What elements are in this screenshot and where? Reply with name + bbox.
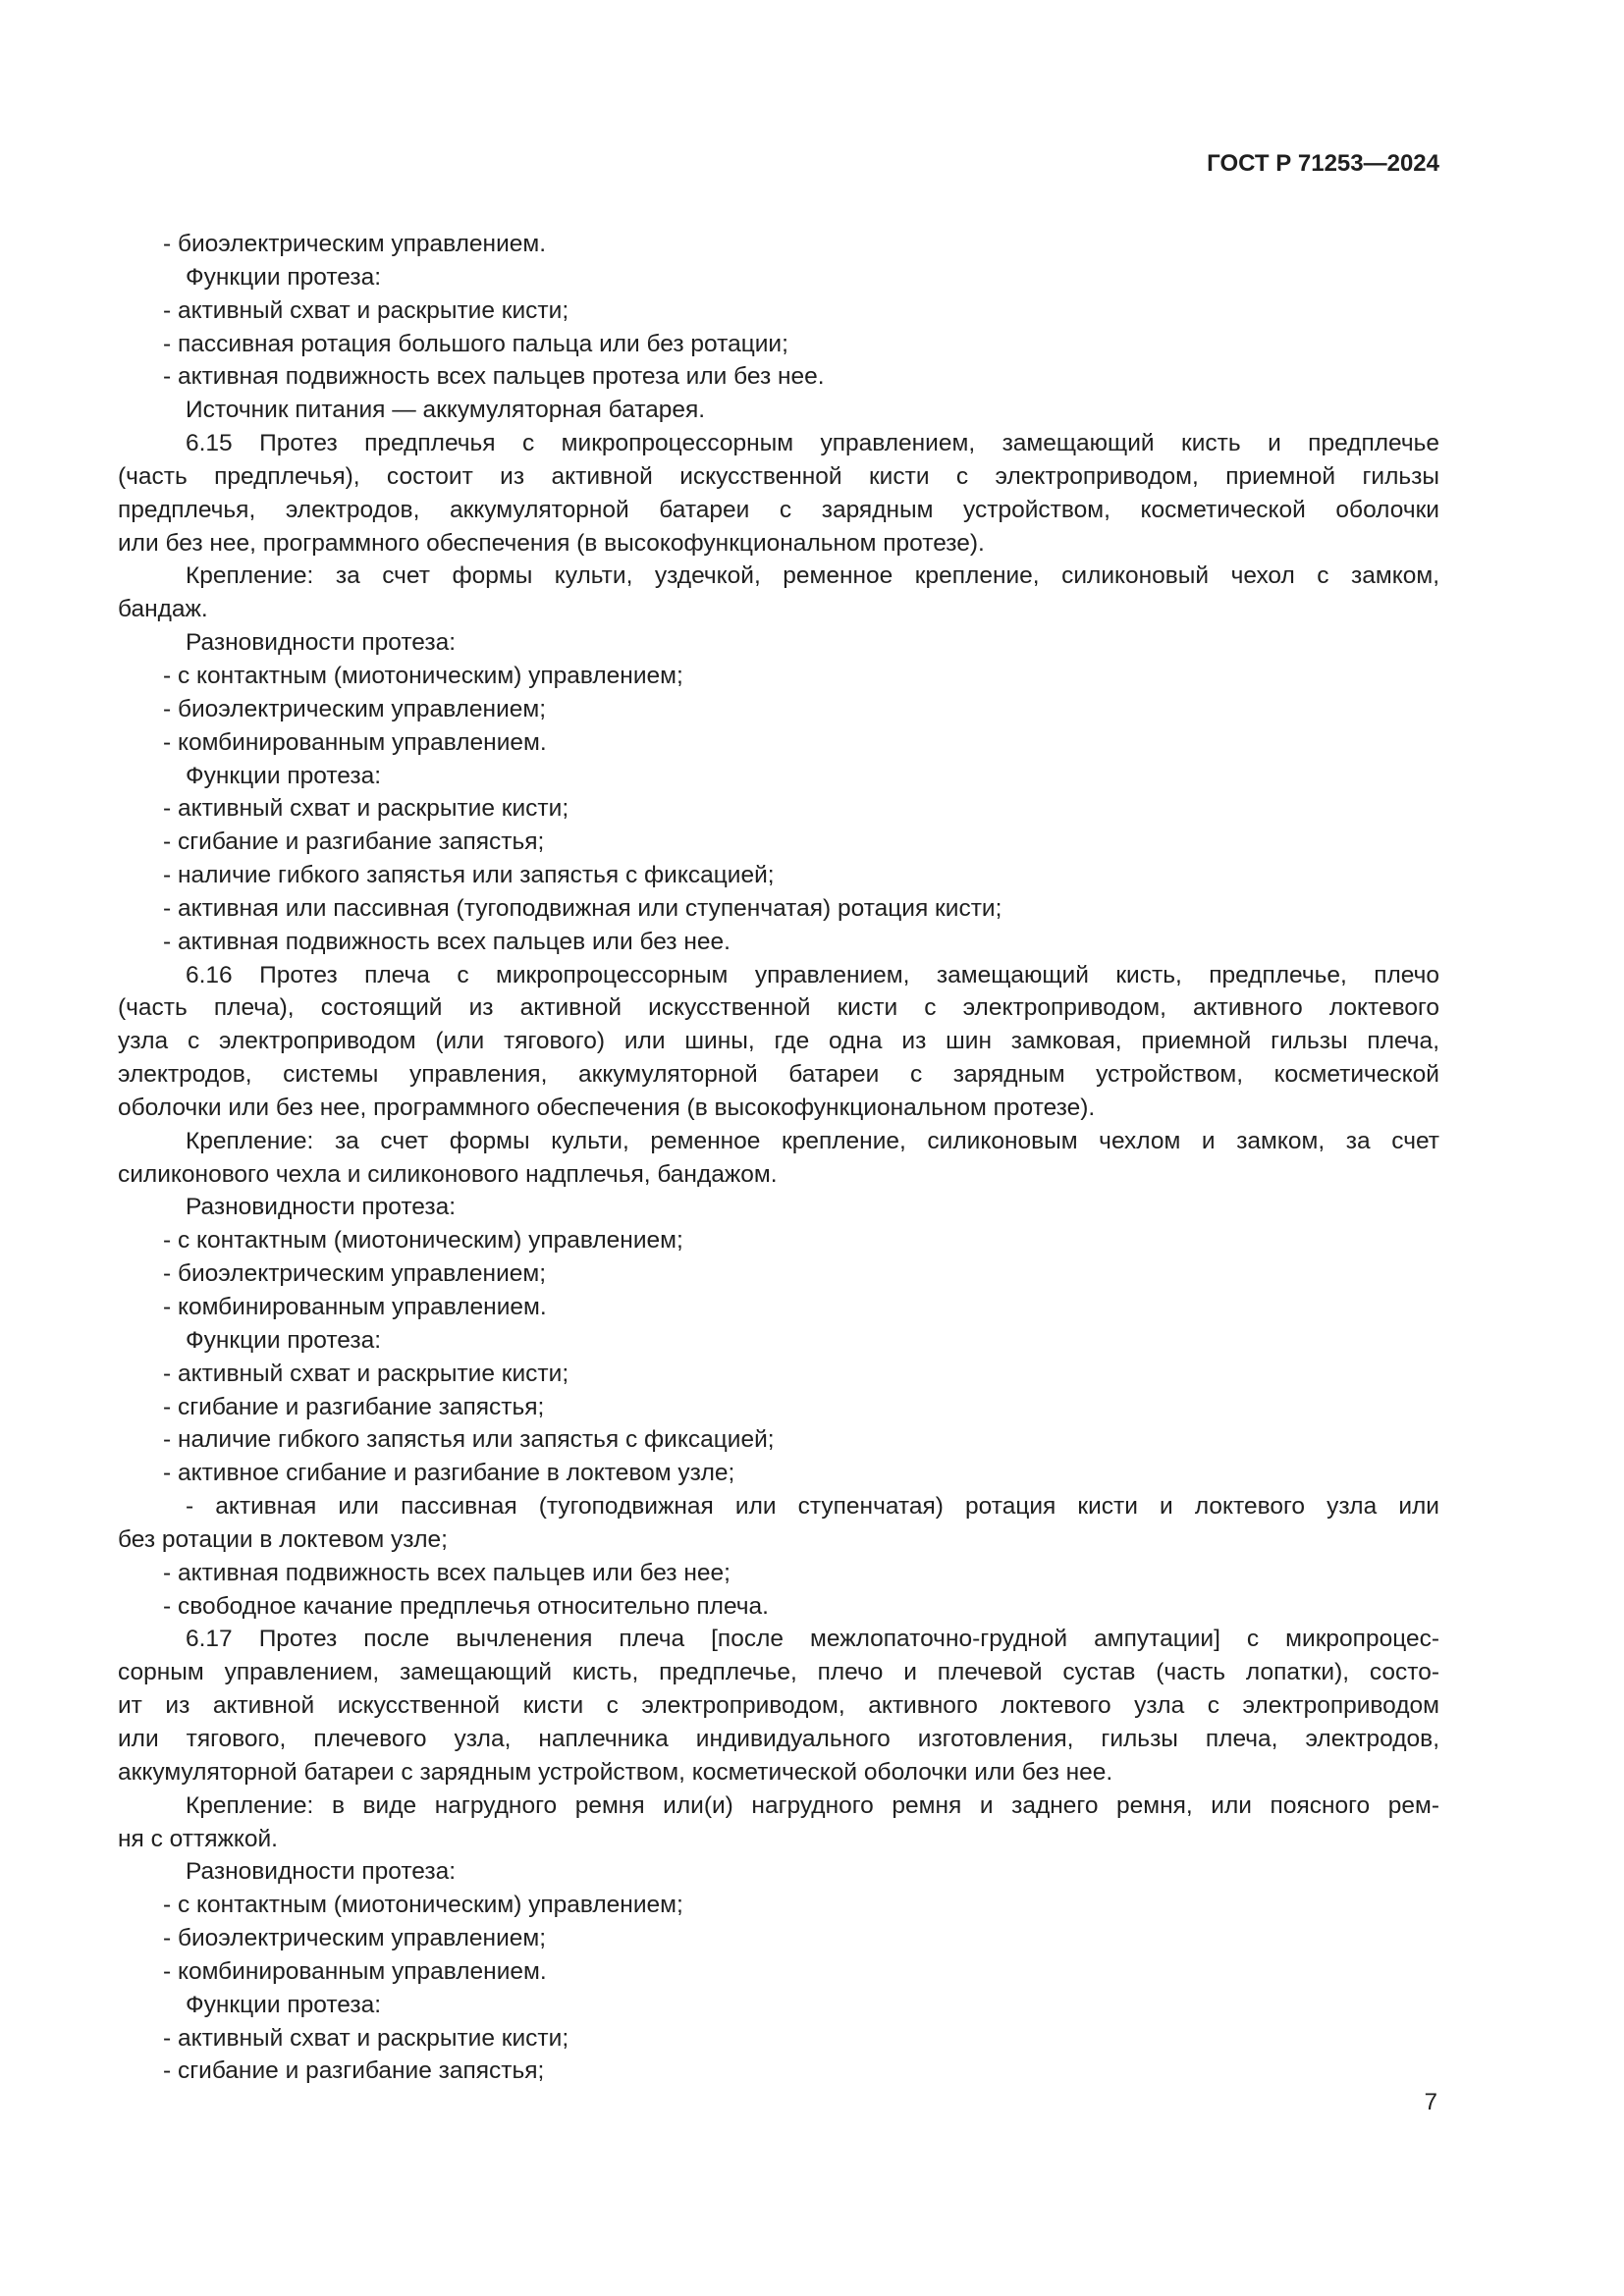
text-line: Источник питания — аккумуляторная батарея. bbox=[186, 397, 706, 424]
text-line: Функции протеза: bbox=[186, 263, 382, 291]
document-body bbox=[118, 228, 1439, 2088]
text-line: Функции протеза: bbox=[186, 1991, 382, 2018]
list-item: - с контактным (миотоническим) управлением; bbox=[163, 1227, 683, 1255]
list-item: - комбинированным управлением. bbox=[163, 1957, 547, 1985]
list-item: - активная или пассивная (тугоподвижная или ступенчатая) ротация кисти; bbox=[163, 894, 1002, 922]
list-item: - свободное качание предплечья относительно плеча. bbox=[163, 1592, 769, 1620]
list-item: - активный схват и раскрытие кисти; bbox=[163, 2024, 569, 2052]
text-line: 6.16 Протез плеча с микропроцессорным управлением, замещающий кисть, предплечье, плечо bbox=[186, 961, 1439, 988]
text-line: ня с оттяжкой. bbox=[118, 1825, 278, 1852]
text-line: узла с электроприводом (или тягового) или шины, где одна из шин замковая, приемной гильзы плеча, bbox=[118, 1028, 1439, 1055]
text-line: без ротации в локтевом узле; bbox=[118, 1525, 448, 1553]
list-item: - биоэлектрическим управлением; bbox=[163, 1925, 547, 1952]
text-line: Функции протеза: bbox=[186, 1326, 382, 1354]
text-line: (часть плеча), состоящий из активной искусственной кисти с электроприводом, активного локтевого bbox=[118, 994, 1439, 1022]
text-line: Функции протеза: bbox=[186, 762, 382, 789]
list-item: - активное сгибание и разгибание в локтевом узле; bbox=[163, 1460, 735, 1487]
text-line: оболочки или без нее, программного обеспечения (в высокофункциональном протезе). bbox=[118, 1094, 1096, 1121]
list-item: - активная подвижность всех пальцев протеза или без нее. bbox=[163, 363, 825, 391]
list-item: - сгибание и разгибание запястья; bbox=[163, 828, 545, 856]
text-line: Крепление: за счет формы культи, уздечкой, ременное крепление, силиконовый чехол с замком, bbox=[186, 562, 1439, 590]
text-line: сорным управлением, замещающий кисть, предплечье, плечо и плечевой сустав (часть лопатки), состо- bbox=[118, 1659, 1439, 1686]
list-item: - сгибание и разгибание запястья; bbox=[163, 2057, 545, 2085]
list-item: - активная подвижность всех пальцев или без нее. bbox=[163, 928, 731, 955]
text-line: или тягового, плечевого узла, наплечника индивидуального изготовления, гильзы плеча, электродов, bbox=[118, 1725, 1439, 1752]
text-line: 6.15 Протез предплечья с микропроцессорным управлением, замещающий кисть и предплечье bbox=[186, 430, 1439, 457]
text-line: аккумуляторной батареи с зарядным устройством, косметической оболочки или без нее. bbox=[118, 1758, 1113, 1786]
list-item: - сгибание и разгибание запястья; bbox=[163, 1393, 545, 1420]
list-item: - активный схват и раскрытие кисти; bbox=[163, 795, 569, 823]
list-item: - активный схват и раскрытие кисти; bbox=[163, 1360, 569, 1387]
list-item: - биоэлектрическим управлением; bbox=[163, 1260, 547, 1288]
list-item: - комбинированным управлением. bbox=[163, 728, 547, 756]
text-line: (часть предплечья), состоит из активной искусственной кисти с электроприводом, приемной гильзы bbox=[118, 462, 1439, 490]
text-line: 6.17 Протез после вычленения плеча [после межлопаточно-грудной ампутации] с микропроцес- bbox=[186, 1626, 1439, 1653]
text-line: - активная или пассивная (тугоподвижная или ступенчатая) ротация кисти и локтевого узла или bbox=[186, 1493, 1439, 1521]
text-line: Разновидности протеза: bbox=[186, 1194, 457, 1221]
list-item: - наличие гибкого запястья или запястья с фиксацией; bbox=[163, 1426, 775, 1454]
text-line: предплечья, электродов, аккумуляторной батареи с зарядным устройством, косметической оболочки bbox=[118, 496, 1439, 523]
list-item: - пассивная ротация большого пальца или без ротации; bbox=[163, 330, 788, 357]
list-item: - активная подвижность всех пальцев или без нее; bbox=[163, 1559, 731, 1586]
text-line: Разновидности протеза: bbox=[186, 629, 457, 657]
document-header: ГОСТ Р 71253—2024 bbox=[1207, 150, 1439, 177]
list-item: - наличие гибкого запястья или запястья с фиксацией; bbox=[163, 862, 775, 889]
text-line: бандаж. bbox=[118, 596, 208, 623]
text-line: или без нее, программного обеспечения (в высокофункциональном протезе). bbox=[118, 529, 985, 557]
list-item: - активный схват и раскрытие кисти; bbox=[163, 296, 569, 324]
list-item: - комбинированным управлением. bbox=[163, 1294, 547, 1320]
list-item: - биоэлектрическим управлением. bbox=[163, 231, 547, 257]
list-item: - с контактным (миотоническим) управлением; bbox=[163, 1892, 683, 1919]
text-line: силиконового чехла и силиконового надплечья, бандажом. bbox=[118, 1160, 778, 1188]
page-number: 7 bbox=[1424, 2089, 1437, 2115]
text-line: Крепление: в виде нагрудного ремня или(и) нагрудного ремня и заднего ремня, или поясного рем- bbox=[186, 1791, 1439, 1819]
text-line: Разновидности протеза: bbox=[186, 1858, 457, 1886]
text-line: Крепление: за счет формы культи, ременное крепление, силиконовым чехлом и замком, за счет bbox=[186, 1127, 1439, 1154]
text-line: электродов, системы управления, аккумуляторной батареи с зарядным устройством, косметической bbox=[118, 1061, 1439, 1089]
list-item: - с контактным (миотоническим) управлением; bbox=[163, 662, 683, 689]
list-item: - биоэлектрическим управлением; bbox=[163, 695, 547, 722]
text-line: ит из активной искусственной кисти с электроприводом, активного локтевого узла с электроприводом bbox=[118, 1692, 1439, 1720]
